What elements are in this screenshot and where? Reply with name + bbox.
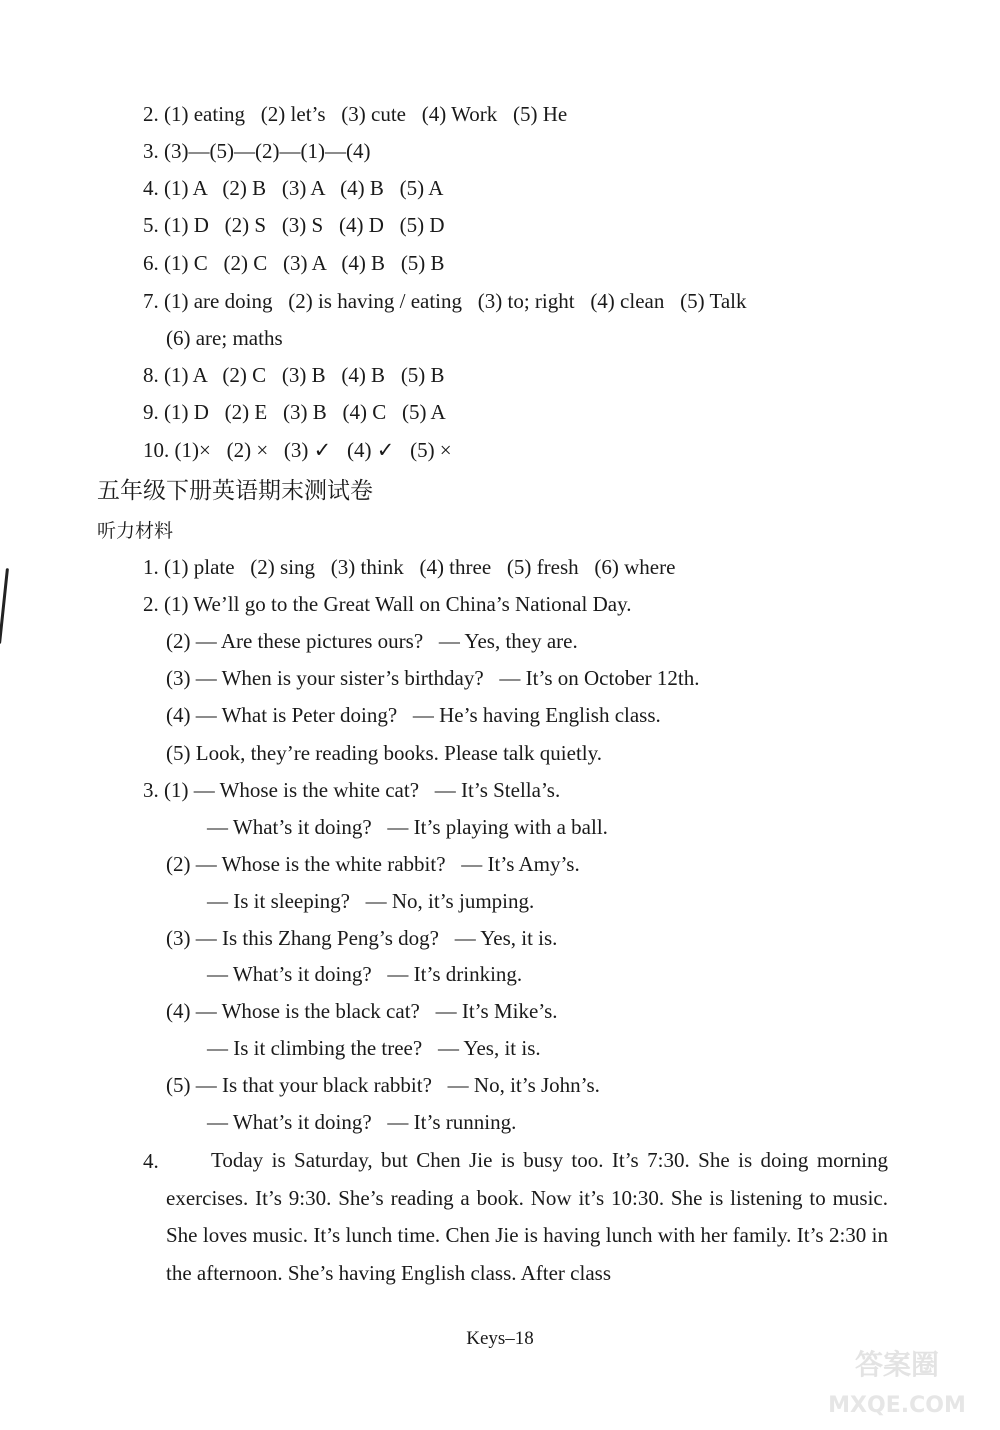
answer-line-7: 7. (1) are doing (2) is having / eating (3) to; right (4) clean (5) Talk: [143, 289, 747, 313]
watermark-main: 答案圈: [854, 1348, 940, 1381]
section-subtitle: 听力材料: [97, 520, 174, 542]
listening-item-1: 1. (1) plate (2) sing (3) think (4) three (5) fresh (6) where: [143, 555, 676, 579]
listening-item-2-3: (3) — When is your sister’s birthday? — It’s on October 12th.: [166, 666, 700, 690]
answer-line-3: 3. (3)—(5)—(2)—(1)—(4): [143, 139, 371, 163]
listening-item-3-4a: (4) — Whose is the black cat? — It’s Mike’s.: [166, 999, 558, 1023]
listening-item-2-1: 2. (1) We’ll go to the Great Wall on China’s National Day.: [143, 592, 632, 616]
answer-line-6: 6. (1) C (2) C (3) A (4) B (5) B: [143, 251, 445, 275]
listening-item-4-number: 4.: [143, 1149, 159, 1173]
answer-line-4: 4. (1) A (2) B (3) A (4) B (5) A: [143, 176, 444, 200]
section-title: 五年级下册英语期末测试卷: [97, 478, 373, 504]
listening-item-2-4: (4) — What is Peter doing? — He’s having English class.: [166, 703, 661, 727]
page-footer: Keys–18: [466, 1328, 534, 1349]
listening-item-3-2b: — Is it sleeping? — No, it’s jumping.: [207, 889, 535, 913]
listening-item-3-3b: — What’s it doing? — It’s drinking.: [207, 962, 523, 986]
answer-line-8: 8. (1) A (2) C (3) B (4) B (5) B: [143, 363, 445, 387]
listening-item-2-2: (2) — Are these pictures ours? — Yes, they are.: [166, 629, 578, 653]
listening-item-2-5: (5) Look, they’re reading books. Please talk quietly.: [166, 741, 603, 765]
answer-line-9: 9. (1) D (2) E (3) B (4) C (5) A: [143, 400, 446, 424]
answer-line-2: 2. (1) eating (2) let’s (3) cute (4) Work (5) He: [143, 102, 568, 126]
listening-item-3-3a: (3) — Is this Zhang Peng’s dog? — Yes, it is.: [166, 926, 558, 950]
answer-line-10: 10. (1)× (2) × (3) ✓ (4) ✓ (5) ×: [143, 438, 452, 462]
answer-line-7-cont: (6) are; maths: [166, 326, 283, 350]
listening-item-4-paragraph: Today is Saturday, but Chen Jie is busy too. It’s 7:30. She is doing morning exercises. It’s 9:30. She’s reading a book. Now it’s 10:30. She is listening to music. She loves music. It’s lunch time. Chen Jie is having lunch with her family. It’s 2:30 in the afternoon. She’s having English class. After class: [166, 1148, 888, 1285]
watermark-sub: MXQE.COM: [828, 1393, 966, 1418]
answer-line-5: 5. (1) D (2) S (3) S (4) D (5) D: [143, 213, 445, 237]
listening-item-3-1b: — What’s it doing? — It’s playing with a ball.: [207, 815, 608, 839]
listening-item-3-2a: (2) — Whose is the white rabbit? — It’s Amy’s.: [166, 852, 580, 876]
listening-item-3-4b: — Is it climbing the tree? — Yes, it is.: [207, 1036, 541, 1060]
listening-item-3-5a: (5) — Is that your black rabbit? — No, it’s John’s.: [166, 1073, 600, 1097]
margin-pen-mark: [0, 568, 9, 644]
listening-item-3-5b: — What’s it doing? — It’s running.: [207, 1110, 517, 1134]
listening-item-3-1a: 3. (1) — Whose is the white cat? — It’s Stella’s.: [143, 778, 561, 802]
watermark-logo: [812, 1340, 982, 1422]
